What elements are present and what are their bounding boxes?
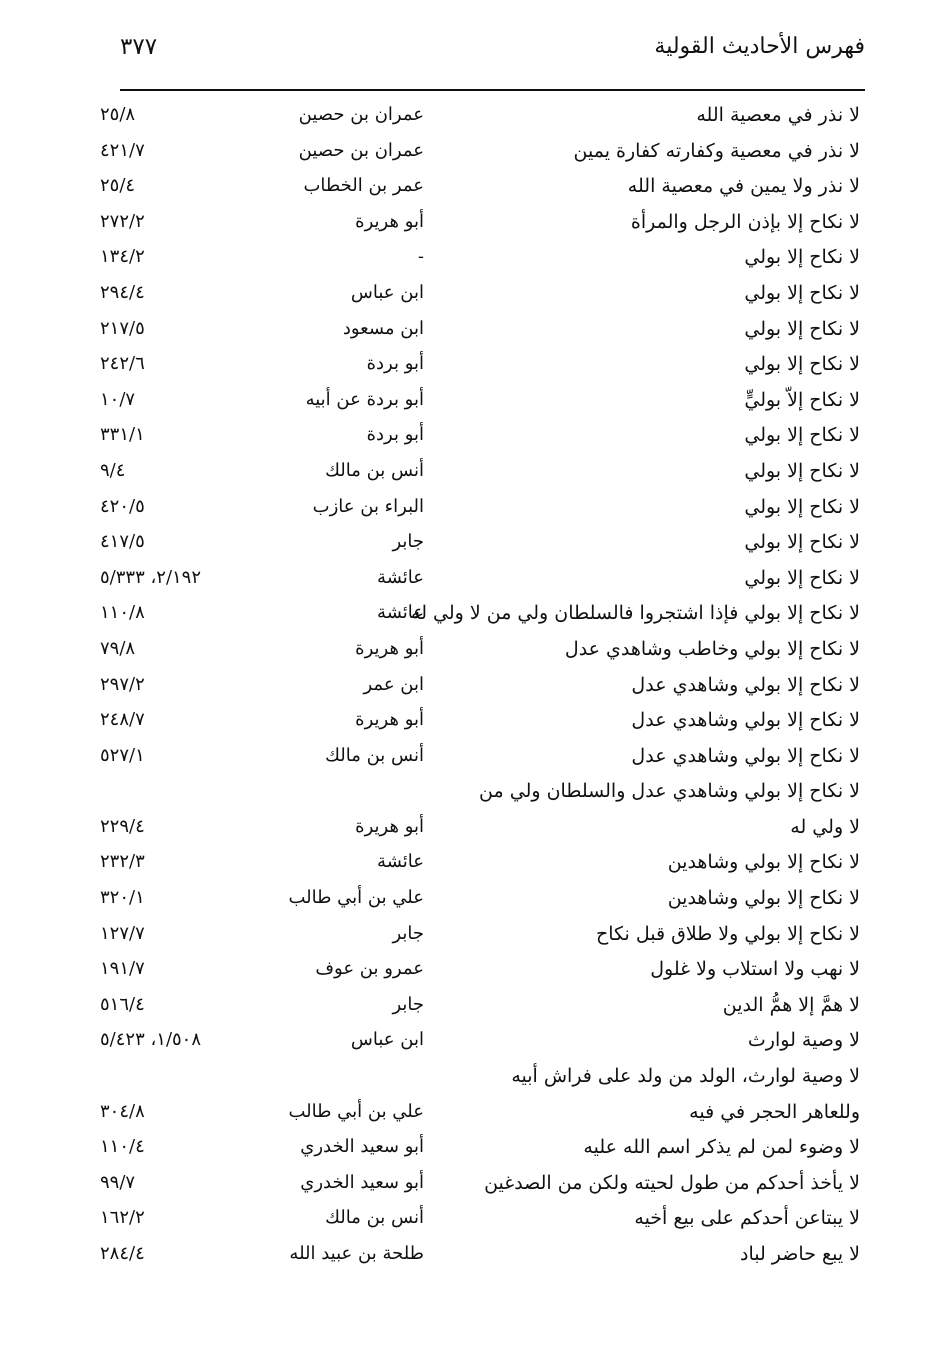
hadith-text: لا همَّ إلا همُّ الدين [722,993,860,1016]
volume-page-reference [100,709,260,730]
volume-page-reference [100,140,260,161]
index-row [100,385,860,421]
index-row [100,776,860,812]
reference-text: ٧٩/٨ [100,637,136,659]
hadith-text: لا نكاح إلا بولي [744,459,860,482]
page-title: فهرس الأحاديث القولية [654,34,865,59]
narrator-name: عمرو بن عوف [315,958,424,980]
narrator-name: أنس بن مالك [325,1207,424,1229]
reference-text: ٢٩٧/٢ [100,673,145,695]
volume-page-reference [100,638,260,659]
reference-text: ٣٣١/١ [100,424,145,446]
reference-text: ٣٠٤/٨ [100,1100,145,1122]
hadith-text: لا نكاح إلا بولي فإذا اشتجروا فالسلطان ولي من لا ولي له [411,602,860,625]
reference-text: ٥١٦/٤ [100,993,145,1015]
reference-text: ٢٣٢/٣ [100,851,145,873]
reference-text: ١١٠/٤ [100,1136,145,1158]
narrator-name: البراء بن عازب [312,495,424,517]
index-row [100,1097,860,1133]
hadith-text: لا يبتاعن أحدكم على بيع أخيه [634,1207,860,1230]
hadith-text: لا نكاح إلا بولي [744,317,860,340]
narrator-name: عائشة [377,602,424,624]
volume-page-reference [100,923,260,944]
reference-text: ٢٥/٨ [100,104,136,125]
hadith-text: لا نذر ولا يمين في معصية الله [627,175,860,198]
reference-text: ٢٤٢/٦ [100,353,145,375]
reference-text: ٢/١٩٢، ٥/٣٣٣ [100,566,202,588]
reference-text: ١١٠/٨ [100,602,145,624]
reference-text: ٤٢١/٧ [100,139,145,161]
reference-text: ٣٢٠/١ [100,887,145,909]
hadith-text: لا نكاح إلا بولي [744,281,860,304]
volume-page-reference [100,780,260,801]
hadith-text: لا نكاح إلا بولي وشاهدين [667,851,860,874]
index-row [100,919,860,955]
narrator-name: عمران بن حصين [298,139,424,161]
hadith-text: لا نكاح إلا بولي وشاهدين [667,887,860,910]
reference-text: ٢٨٤/٤ [100,1243,145,1264]
index-row [100,670,860,706]
volume-page-reference [100,1065,260,1086]
narrator-name: جابر [392,922,424,944]
volume-page-reference [100,175,260,196]
index-row [100,634,860,670]
index-row [100,349,860,385]
narrator-name: أبو سعيد الخدري [300,1171,424,1193]
volume-page-reference [100,851,260,872]
narrator-name: أبو هريرة [355,709,424,731]
narrator-name: ابن مسعود [342,317,424,339]
volume-page-reference [100,211,260,232]
index-row [100,1168,860,1204]
index-row [100,1132,860,1168]
narrator-name: جابر [392,993,424,1015]
hadith-text: لا نكاح إلا بولي وشاهدي عدل [631,673,860,696]
index-row [100,492,860,528]
index-row [100,278,860,314]
header-divider [120,89,865,91]
index-row [100,136,860,172]
volume-page-reference [100,531,260,552]
narrator-name: أبو بردة [366,353,424,375]
hadith-text: لا نكاح إلا بولي [744,566,860,589]
reference-text: ٥٢٧/١ [100,744,145,766]
index-row [100,1061,860,1097]
volume-page-reference [100,994,260,1015]
reference-text: ١/٥٠٨، ٥/٤٢٣ [100,1029,202,1051]
volume-page-reference [100,1243,260,1264]
reference-text: ١٣٤/٢ [100,246,145,268]
volume-page-reference [100,1172,260,1193]
volume-page-reference [100,318,260,339]
index-row [100,1025,860,1061]
index-row [100,242,860,278]
narrator-name: ابن عباس [350,1029,424,1051]
index-row [100,883,860,919]
volume-page-reference [100,246,260,267]
hadith-text: لا نكاح إلاّ بوليٍّ [744,388,860,411]
narrator-name: - [417,246,424,268]
volume-page-reference [100,745,260,766]
volume-page-reference [100,104,260,125]
narrator-name: أبو هريرة [355,815,424,837]
volume-page-reference [100,958,260,979]
reference-text: ٤٢٠/٥ [100,495,145,517]
hadith-text: لا نكاح إلا بولي [744,246,860,269]
index-row [100,990,860,1026]
narrator-name: ابن عمر [363,673,424,695]
reference-text: ٢٥/٤ [100,175,136,197]
index-row [100,741,860,777]
hadith-text: لا نذر في معصية الله [696,104,860,126]
hadith-text: لا نكاح إلا بولي وشاهدي عدل والسلطان ولي من [479,780,860,803]
volume-page-reference [100,424,260,445]
reference-text: ٩٩/٧ [100,1171,136,1193]
index-row [100,100,860,136]
index-row [100,1239,860,1275]
index-row [100,456,860,492]
narrator-name: عمر بن الخطاب [303,175,424,197]
page-header [120,34,865,78]
narrator-name: أبو بردة عن أبيه [305,388,424,410]
reference-text: ٩/٤ [100,459,126,481]
hadith-text: لا نكاح إلا بولي [744,353,860,376]
narrator-name: أبو هريرة [355,637,424,659]
hadith-text: لا يبع حاضر لباد [739,1243,860,1265]
reference-text: ٢٤٨/٧ [100,709,145,731]
reference-text: ٢١٧/٥ [100,317,145,339]
hadith-text: وللعاهر الحجر في فيه [689,1100,860,1123]
narrator-name: طلحة بن عبيد الله [289,1243,424,1264]
reference-text: ٤١٧/٥ [100,531,145,553]
volume-page-reference [100,1029,260,1050]
reference-text: ١٩١/٧ [100,958,145,980]
index-row [100,314,860,350]
narrator-name: أبو بردة [366,424,424,446]
narrator-name: عائشة [377,566,424,588]
narrator-name: علي بن أبي طالب [288,887,424,909]
reference-text: ١٢٧/٧ [100,922,145,944]
index-row [100,598,860,634]
narrator-name: أبو هريرة [355,210,424,232]
hadith-text: لا نكاح إلا بولي وخاطب وشاهدي عدل [564,637,860,660]
index-row [100,847,860,883]
index-row [100,563,860,599]
volume-page-reference [100,567,260,588]
narrator-name: جابر [392,531,424,553]
hadith-text: لا نهب ولا استلاب ولا غلول [650,958,860,981]
volume-page-reference [100,674,260,695]
index-row [100,527,860,563]
narrator-name: علي بن أبي طالب [288,1100,424,1122]
hadith-text: لا نكاح إلا بولي وشاهدي عدل [631,709,860,732]
narrator-name: أنس بن مالك [325,744,424,766]
volume-page-reference [100,1136,260,1157]
index-row [100,207,860,243]
hadith-text: لا يأخذ أحدكم من طول لحيته ولكن من الصدغين [484,1171,860,1194]
volume-page-reference [100,353,260,374]
narrator-name: أنس بن مالك [325,459,424,481]
hadith-text: لا وصية لوارث [747,1029,860,1052]
hadith-text: لا نكاح إلا بولي ولا طلاق قبل نكاح [595,922,860,945]
hadith-text: لا وضوء لمن لم يذكر اسم الله عليه [583,1136,860,1159]
hadith-index-list [100,100,860,1275]
reference-text: ٢٧٢/٢ [100,210,145,232]
narrator-name: عائشة [377,851,424,873]
index-row [100,705,860,741]
page-number: ٣٧٧ [120,34,158,60]
hadith-text: لا نكاح إلا بولي [744,531,860,554]
narrator-name: ابن عباس [350,281,424,303]
volume-page-reference [100,460,260,481]
hadith-text: لا نكاح إلا بولي وشاهدي عدل [631,744,860,767]
hadith-text: لا نذر في معصية وكفارته كفارة يمين [573,139,860,162]
volume-page-reference [100,1101,260,1122]
volume-page-reference [100,816,260,837]
volume-page-reference [100,602,260,623]
volume-page-reference [100,1207,260,1228]
hadith-text: لا نكاح إلا بولي [744,424,860,447]
hadith-text: لا نكاح إلا بإذن الرجل والمرأة [630,210,860,233]
reference-text: ١٦٢/٢ [100,1207,145,1229]
volume-page-reference [100,887,260,908]
index-row [100,420,860,456]
narrator-name: أبو سعيد الخدري [300,1136,424,1158]
hadith-text: لا نكاح إلا بولي [744,495,860,518]
index-row [100,812,860,848]
volume-page-reference [100,282,260,303]
narrator-name: عمران بن حصين [298,104,424,125]
index-row [100,171,860,207]
reference-text: ١٠/٧ [100,388,136,410]
volume-page-reference [100,496,260,517]
index-row [100,954,860,990]
hadith-text: لا وصية لوارث، الولد من ولد على فراش أبيه [511,1065,860,1088]
volume-page-reference [100,389,260,410]
reference-text: ٢٢٩/٤ [100,815,145,837]
index-row [100,1203,860,1239]
hadith-text: لا ولي له [790,815,860,838]
reference-text: ٢٩٤/٤ [100,281,145,303]
